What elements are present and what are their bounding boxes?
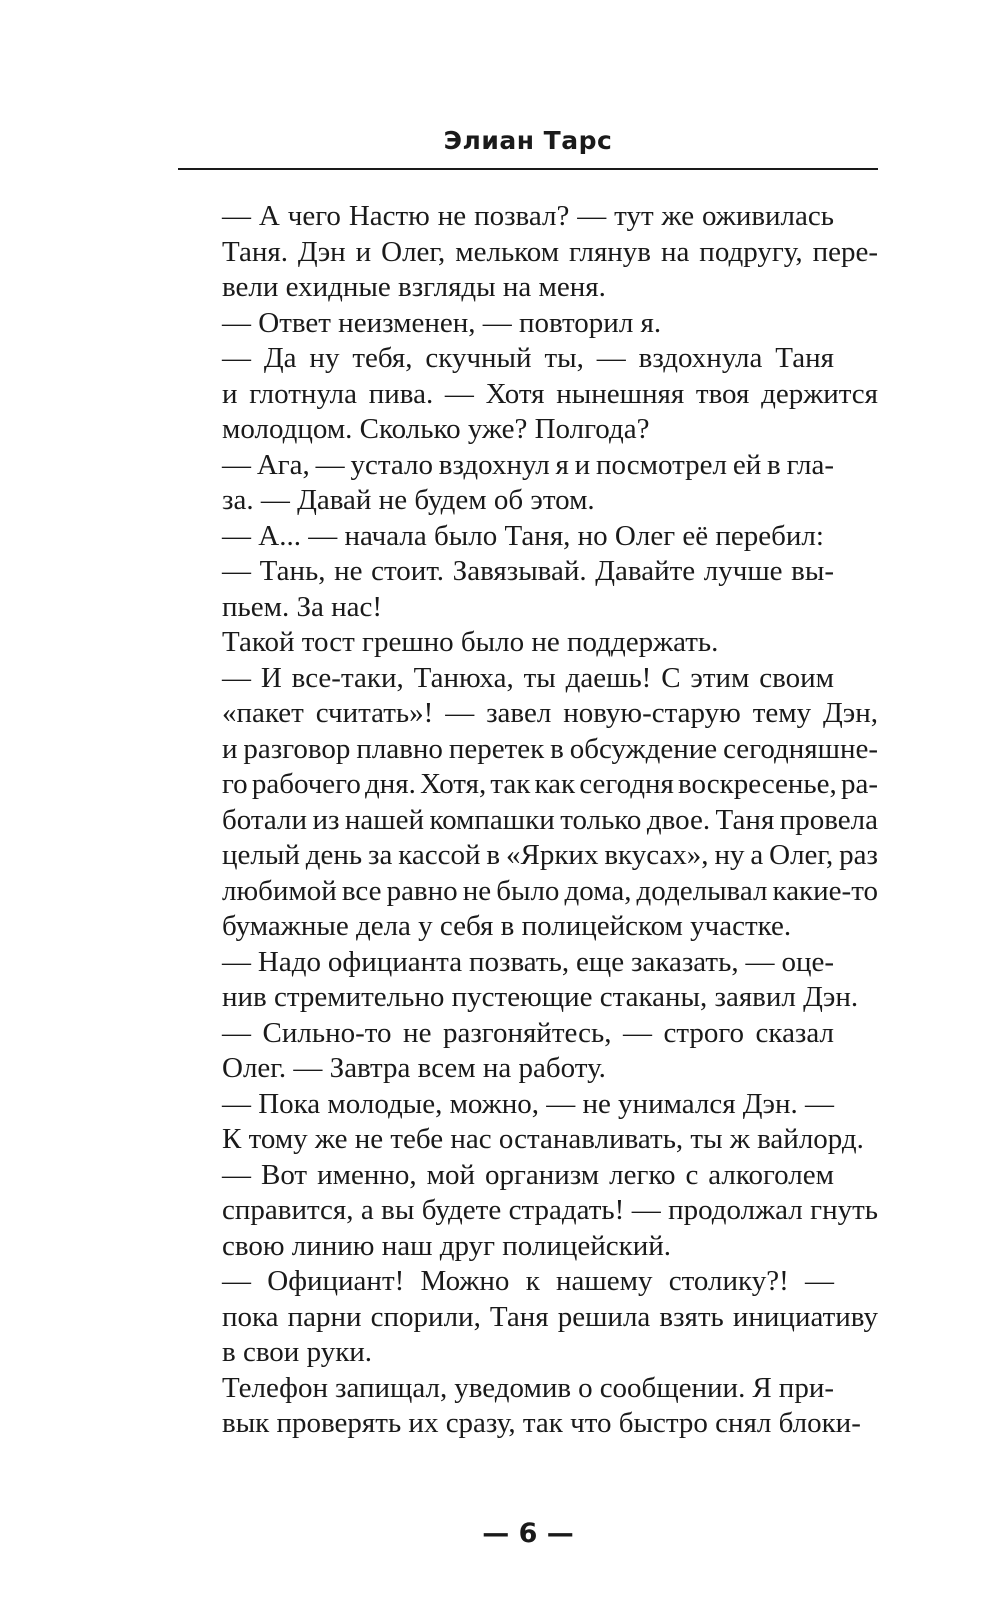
text-line: — Да ну тебя, скучный ты, — вздохнула Таня <box>222 342 834 374</box>
text-line: пока парни спорили, Таня решила взять инициативу <box>222 1300 878 1333</box>
text-line: вели ехидные взгляды на меня. <box>222 271 606 303</box>
text-line: — Ага, — устало вздохнул я и посмотрел ей в гла- <box>222 448 834 481</box>
text-line: молодцом. Сколько уже? Полгода? <box>222 413 650 445</box>
paragraph <box>178 661 878 945</box>
text-line: Таня. Дэн и Олег, мельком глянув на подругу, пере- <box>222 235 878 268</box>
paragraph <box>178 554 878 625</box>
text-line: К тому же не тебе нас останавливать, ты ж вайлорд. <box>222 1123 864 1155</box>
paragraph <box>178 1158 878 1265</box>
paragraph <box>178 448 878 519</box>
running-head-author: Элиан Тарс <box>443 126 613 155</box>
paragraph <box>178 1087 878 1158</box>
text-line: любимой все равно не было дома, доделывал какие-то <box>222 874 878 907</box>
body-text <box>178 199 878 1442</box>
text-line: Такой тост грешно было не поддержать. <box>222 626 719 658</box>
text-line: — Сильно-то не разгоняйтесь, — строго сказал <box>222 1016 834 1049</box>
text-line: — А... — начала было Таня, но Олег её перебил: <box>222 519 824 552</box>
text-line: вык проверять их сразу, так что быстро снял блоки- <box>222 1407 861 1439</box>
text-line: Олег. — Завтра всем на работу. <box>222 1052 606 1084</box>
paragraph <box>178 1371 878 1442</box>
text-line: — Пока молодые, можно, — не унимался Дэн. — <box>222 1087 834 1120</box>
page-number: — 6 — <box>482 1518 574 1549</box>
header-rule <box>178 168 878 170</box>
paragraph <box>178 199 878 306</box>
text-line: и разговор плавно перетек в обсуждение сегодняшне- <box>222 732 878 765</box>
text-line: в свои руки. <box>222 1336 373 1368</box>
text-line: — Официант! Можно к нашему столику?! — <box>222 1265 834 1297</box>
text-line: Телефон запищал, уведомив о сообщении. Я при- <box>222 1371 834 1404</box>
text-line: справится, а вы будете страдать! — продолжал гнуть <box>222 1194 878 1226</box>
paragraph <box>178 1016 878 1087</box>
text-line: бумажные дела у себя в полицейском участке. <box>222 910 792 942</box>
text-line: го рабочего дня. Хотя, так как сегодня воскресенье, ра- <box>222 768 878 800</box>
text-line: — Ответ неизменен, — повторил я. <box>222 306 662 339</box>
paragraph <box>178 945 878 1016</box>
text-line: ботали из нашей компашки только двое. Таня провела <box>222 803 878 836</box>
text-line: — И все-таки, Танюха, ты даешь! С этим своим <box>222 661 834 694</box>
text-line: — Надо официанта позвать, еще заказать, — оце- <box>222 945 834 978</box>
text-line: — Вот именно, мой организм легко с алкоголем <box>222 1158 834 1191</box>
text-line: за. — Давай не будем об этом. <box>222 484 595 516</box>
text-line: — А чего Настю не позвал? — тут же оживилась <box>222 200 834 232</box>
text-line: нив стремительно пустеющие стаканы, заявил Дэн. <box>222 981 859 1013</box>
paragraph <box>178 519 878 555</box>
paragraph <box>178 306 878 342</box>
text-line: пьем. За нас! <box>222 590 383 623</box>
text-line: — Тань, не стоит. Завязывай. Давайте лучше вы- <box>222 555 834 587</box>
paragraph <box>178 341 878 448</box>
text-line: и глотнула пива. — Хотя нынешняя твоя держится <box>222 377 878 410</box>
text-line: «пакет считать»! — завел новую-старую тему Дэн, <box>222 697 878 729</box>
text-line: целый день за кассой в «Ярких вкусах», ну а Олег, раз <box>222 839 878 871</box>
paragraph <box>178 1264 878 1371</box>
paragraph <box>178 625 878 661</box>
text-line: свою линию наш друг полицейский. <box>222 1229 672 1262</box>
